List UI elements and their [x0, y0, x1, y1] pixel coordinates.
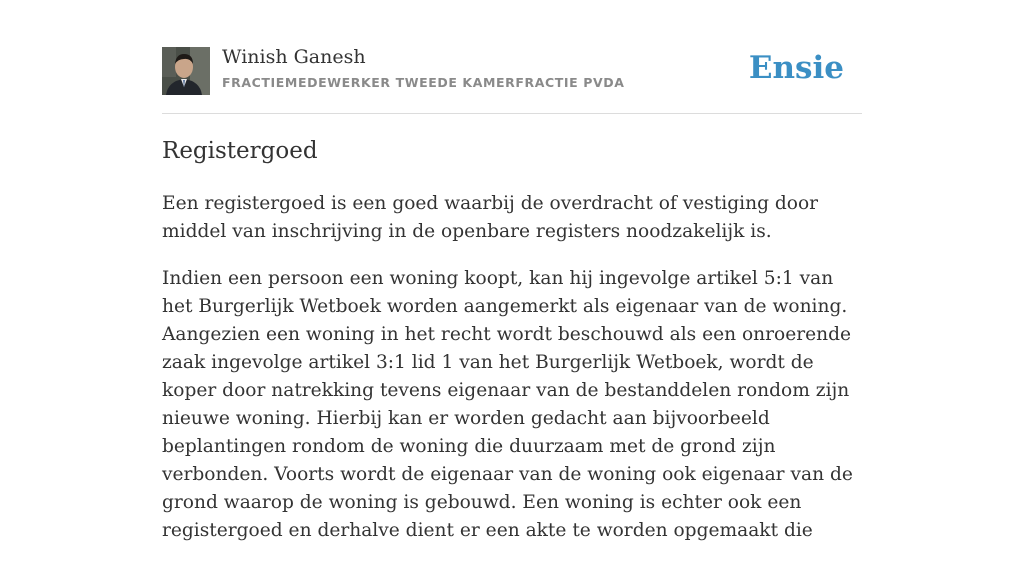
brand-logo[interactable]: Ensie [748, 50, 844, 86]
avatar-photo-icon [162, 47, 210, 95]
article-container [162, 0, 862, 541]
article-paragraph: Indien een persoon een woning koopt, kan hij ingevolge artikel 5:1 van het Burgerlijk Wetboek worden aangemerkt als eigenaar van de woning. Aangezien een woning in het recht wordt beschouwd als een onroerende zaak ingevolge artikel 3:1 lid 1 van het Burgerlijk Wetboek, wordt de koper door natrekking tevens eigenaar van de bestanddelen rondom zijn nieuwe woning. Hierbij kan er worden gedacht aan bijvoorbeeld beplantingen rondom de woning die duurzaam met de grond zijn verbonden. Voorts wordt de eigenaar van de woning ook eigenaar van de grond waarop de woning is gebouwd. Een woning is echter ook een registergoed en derhalve dient er een akte te worden opgemaakt die [162, 268, 853, 541]
author-role: FRACTIEMEDEWERKER TWEEDE KAMERFRACTIE PVDA [222, 75, 625, 90]
author-name[interactable]: Winish Ganesh [222, 46, 366, 68]
article-title: Registergoed [162, 138, 318, 164]
article-header [162, 0, 862, 114]
article-body [162, 190, 862, 564]
author-avatar[interactable] [162, 47, 210, 95]
article-paragraph: Een registergoed is een goed waarbij de overdracht of vestiging door middel van inschrijving in de openbare registers noodzakelijk is. [162, 193, 819, 242]
